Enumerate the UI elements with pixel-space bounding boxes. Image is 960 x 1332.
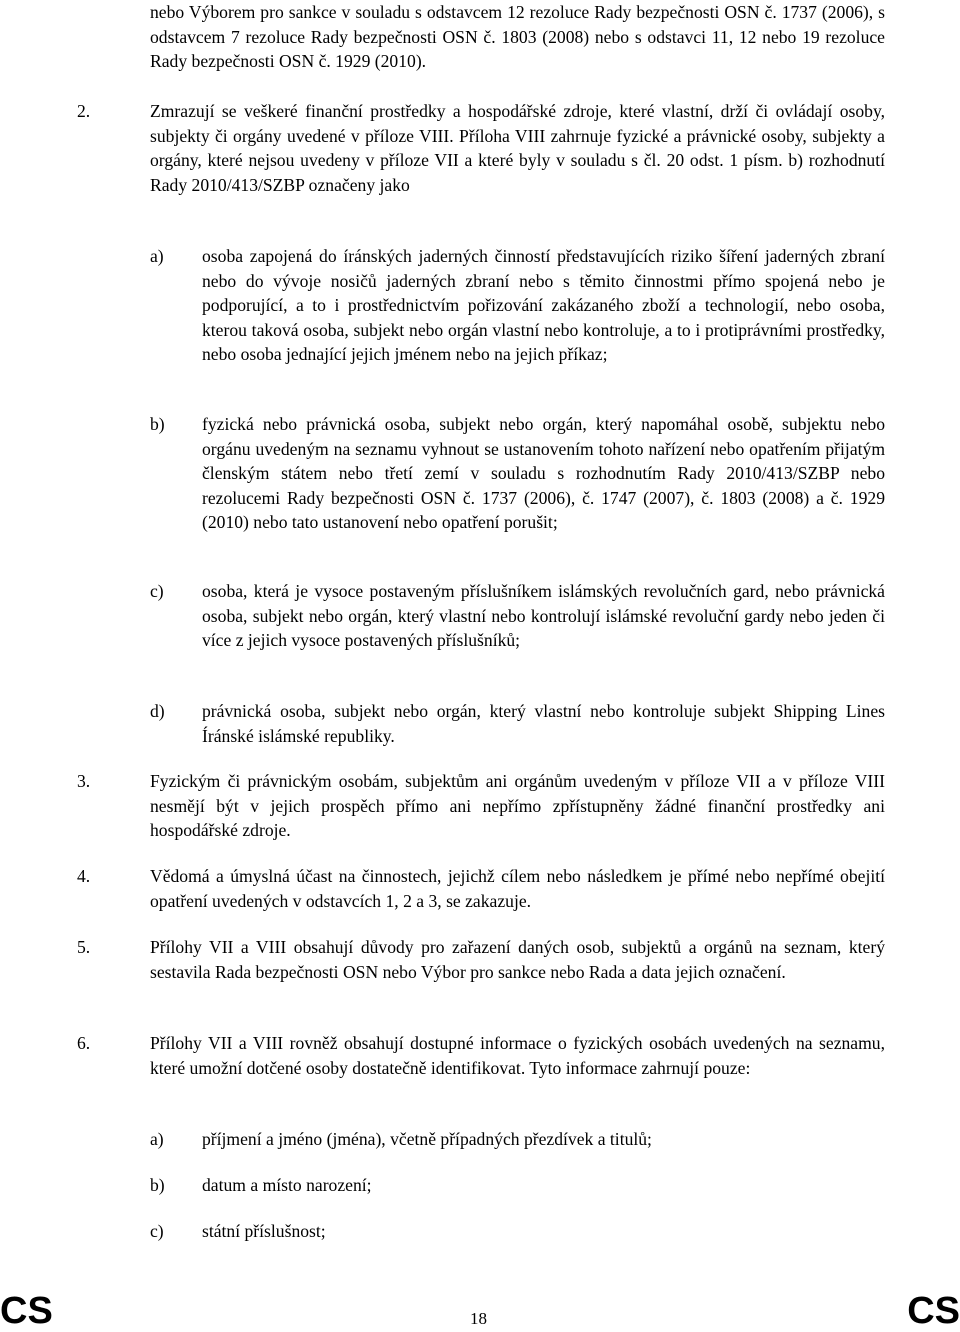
paragraph-2-text: Zmrazují se veškeré finanční prostředky a hospodářské zdroje, které vlastní, drží či ovládají osoby, subjekty či orgány uvedené v příloze VIII. Příloha VIII zahrnuje fyzické a právnické osoby, subjekty a orgány, které nejsou uvedeny v příloze VII a které byly v souladu s čl. 20 odst. 1 písm. b) rozhodnutí Rady 2010/413/SZBP označeny jako bbox=[150, 101, 885, 195]
intro-continuation: nebo Výborem pro sankce v souladu s odstavcem 12 rezoluce Rady bezpečnosti OSN č. 1737 (2006), s odstavcem 7 rezoluce Rady bezpečnosti OSN č. 1803 (2008) nebo s odstavci 11, 12 nebo 19 rezoluce Rady bezpečnosti OSN č. 1929 (2010). bbox=[150, 2, 885, 72]
item-2b-label: b) bbox=[150, 414, 165, 434]
paragraph-6-text: Přílohy VII a VIII rovněž obsahují dostupné informace o fyzických osobách uvedených na seznamu, které umožní dotčené osoby dostatečně identifikovat. Tyto informace zahrnují pouze: bbox=[150, 1033, 885, 1078]
language-code-right: CS bbox=[907, 1290, 960, 1332]
paragraph-number-5: 5. bbox=[77, 937, 91, 957]
item-6c-label: c) bbox=[150, 1221, 164, 1241]
paragraph-number-4: 4. bbox=[77, 866, 91, 886]
paragraph-number-3: 3. bbox=[77, 771, 91, 791]
item-2c-text: osoba, která je vysoce postaveným příslušníkem islámských revolučních gard, nebo právnická osoba, subjekt nebo orgán, který vlastní nebo kontrolují islámské revoluční gardy nebo jeden či více z jejich vysoce postavených příslušníků; bbox=[202, 581, 885, 651]
item-2b-text: fyzická nebo právnická osoba, subjekt nebo orgán, který napomáhal osobě, subjektu nebo orgánu uvedeným na seznamu vyhnout se ustanovením tohoto nařízení nebo opatřením přijatým členským státem nebo třetí zemí v souladu s rozhodnutím Rady 2010/413/SZBP nebo rezolucemi Rady bezpečnosti OSN č. 1737 (2006), č. 1747 (2007), č. 1803 (2008) a č. 1929 (2010) nebo tato ustanovení nebo opatření porušit; bbox=[202, 414, 885, 533]
item-2c-label: c) bbox=[150, 581, 164, 601]
paragraph-3-text: Fyzickým či právnickým osobám, subjektům ani orgánům uvedeným v příloze VII a v příloze VIII nesmějí být v jejich prospěch přímo ani nepřímo zpřístupněny žádné finanční prostředky ani hospodářské zdroje. bbox=[150, 771, 885, 841]
paragraph-number-6: 6. bbox=[77, 1033, 91, 1053]
paragraph-number-2: 2. bbox=[77, 101, 91, 121]
page-number: 18 bbox=[470, 1309, 487, 1328]
item-6a-text: příjmení a jméno (jména), včetně případných přezdívek a titulů; bbox=[202, 1129, 652, 1149]
item-6b-text: datum a místo narození; bbox=[202, 1175, 372, 1195]
paragraph-5-text: Přílohy VII a VIII obsahují důvody pro zařazení daných osob, subjektů a orgánů na seznam, který sestavila Rada bezpečnosti OSN nebo Výbor pro sankce nebo Rada a data jejich označení. bbox=[150, 937, 885, 982]
item-2a-label: a) bbox=[150, 246, 164, 266]
item-6a-label: a) bbox=[150, 1129, 164, 1149]
language-code-left: CS bbox=[0, 1290, 53, 1332]
paragraph-4-text: Vědomá a úmyslná účast na činnostech, jejichž cílem nebo následkem je přímé nebo nepřímé obejití opatření uvedených v odstavcích 1, 2 a 3, se zakazuje. bbox=[150, 866, 885, 911]
item-6b-label: b) bbox=[150, 1175, 165, 1195]
item-6c-text: státní příslušnost; bbox=[202, 1221, 326, 1241]
item-2d-label: d) bbox=[150, 701, 165, 721]
item-2d-text: právnická osoba, subjekt nebo orgán, který vlastní nebo kontroluje subjekt Shipping Lines Íránské islámské republiky. bbox=[202, 701, 885, 746]
item-2a-text: osoba zapojená do íránských jaderných činností představujících riziko šíření jaderných zbraní nebo do vývoje nosičů jaderných zbraní nebo s těmito činnostmi přímo spojená nebo je podporující, a to i prostřednictvím pořizování zakázaného zboží a technologií, nebo osoba, kterou taková osoba, subjekt nebo orgán vlastní nebo kontroluje, a to i protiprávními prostředky, nebo osoba jednající jejich jménem nebo na jejich příkaz; bbox=[202, 246, 885, 365]
